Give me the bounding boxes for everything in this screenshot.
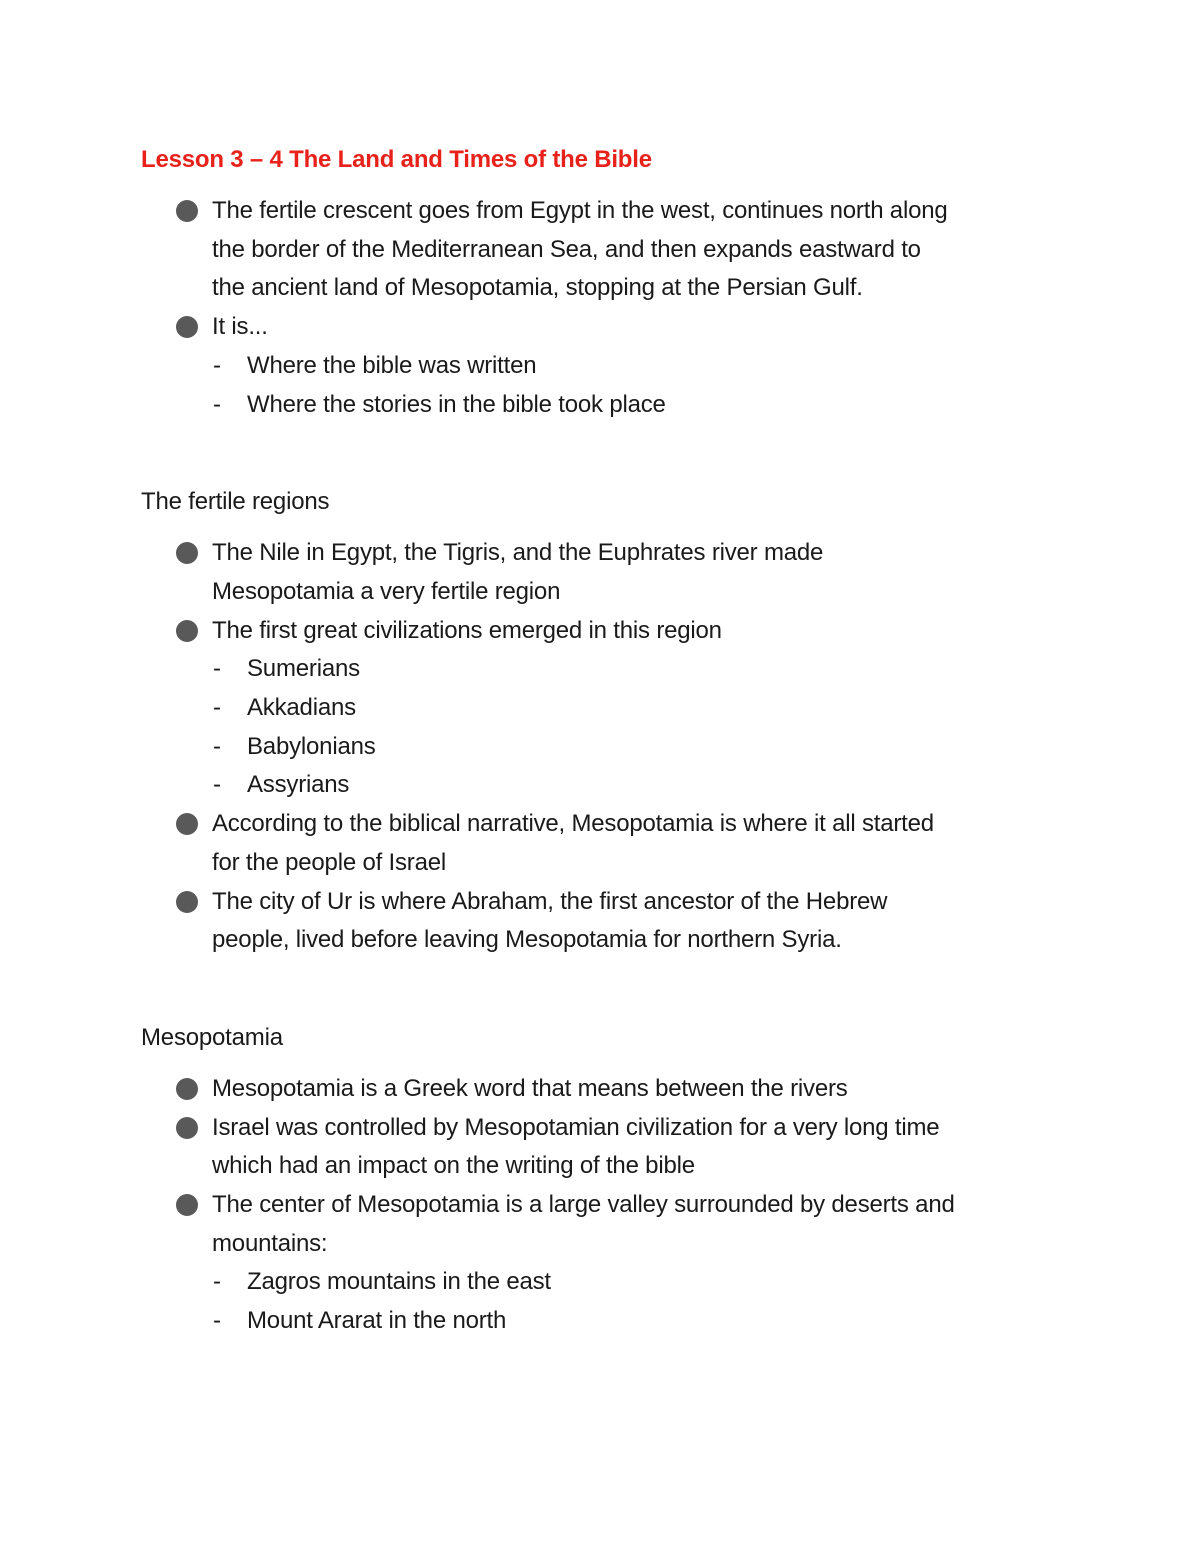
sub-item-text: Where the bible was written: [247, 351, 537, 379]
sub-item-text: Akkadians: [247, 694, 356, 722]
page-title: Lesson 3 – 4 The Land and Times of the Bible: [141, 146, 652, 173]
bullet-line: which had an impact on the writing of the bible: [212, 1152, 695, 1180]
sub-item-text: Babylonians: [247, 732, 376, 760]
sub-item-text: Mount Ararat in the north: [247, 1307, 507, 1335]
bullet-line: The Nile in Egypt, the Tigris, and the Euphrates river made: [212, 539, 824, 567]
dash-marker: -: [213, 1307, 221, 1335]
bullet-dot-icon: [176, 1078, 198, 1100]
bullet-item: [141, 1070, 1071, 1109]
bullet-dot-icon: [176, 316, 198, 338]
sub-item: [141, 689, 1071, 728]
bullet-line: Mesopotamia is a Greek word that means between the rivers: [212, 1074, 848, 1102]
dash-marker: -: [213, 771, 221, 799]
bullet-line: According to the biblical narrative, Mesopotamia is where it all started: [212, 810, 934, 838]
sub-item: [141, 347, 1071, 386]
bullet-dot-icon: [176, 200, 198, 222]
bullet-item: [141, 534, 1071, 611]
bullet-line: The city of Ur is where Abraham, the first ancestor of the Hebrew: [212, 887, 888, 915]
bullet-line: for the people of Israel: [212, 848, 447, 876]
bullet-dot-icon: [176, 891, 198, 913]
bullet-item: [141, 308, 1071, 347]
dash-marker: -: [213, 732, 221, 760]
dash-marker: -: [213, 1268, 221, 1296]
bullet-item: [141, 192, 1071, 308]
document-page: [141, 140, 1071, 1341]
sub-item-text: Assyrians: [247, 771, 350, 799]
bullet-item: [141, 1109, 1071, 1186]
sub-item: [141, 386, 1071, 425]
sub-item: [141, 1302, 1071, 1341]
section-2-list-continued: [141, 805, 1071, 960]
section-heading-fertile-regions: The fertile regions: [141, 488, 330, 516]
bullet-line: Mesopotamia a very fertile region: [212, 577, 561, 605]
dash-marker: -: [213, 694, 221, 722]
section-1-list: [141, 192, 1071, 347]
bullet-line: The fertile crescent goes from Egypt in the west, continues north along: [212, 197, 948, 224]
sub-item: [141, 650, 1071, 689]
bullet-item: [141, 1186, 1071, 1263]
bullet-line: the ancient land of Mesopotamia, stopping at the Persian Gulf.: [212, 274, 863, 302]
bullet-line: Israel was controlled by Mesopotamian civilization for a very long time: [212, 1113, 940, 1141]
bullet-line: The first great civilizations emerged in this region: [212, 616, 722, 644]
bullet-line: people, lived before leaving Mesopotamia for northern Syria.: [212, 926, 842, 954]
bullet-line: The center of Mesopotamia is a large valley surrounded by deserts and: [212, 1191, 955, 1219]
sub-item: [141, 728, 1071, 767]
section-heading-mesopotamia: Mesopotamia: [141, 1023, 283, 1051]
section-2-list: [141, 534, 1071, 650]
bullet-item: [141, 612, 1071, 651]
bullet-dot-icon: [176, 813, 198, 835]
dash-marker: -: [213, 655, 221, 683]
sub-item-text: Where the stories in the bible took place: [247, 390, 666, 418]
sub-item: [141, 1263, 1071, 1302]
bullet-line: mountains:: [212, 1229, 328, 1257]
bullet-dot-icon: [176, 620, 198, 642]
bullet-dot-icon: [176, 1194, 198, 1216]
section-3-list: [141, 1070, 1071, 1264]
bullet-line: It is...: [212, 313, 268, 341]
sub-item-text: Sumerians: [247, 655, 360, 683]
sub-item: [141, 766, 1071, 805]
section-1-sublist: [141, 347, 1071, 424]
bullet-dot-icon: [176, 1117, 198, 1139]
dash-marker: -: [213, 351, 221, 379]
bullet-item: [141, 805, 1071, 882]
section-2-sublist: [141, 650, 1071, 805]
bullet-item: [141, 883, 1071, 960]
section-3-sublist: [141, 1263, 1071, 1340]
sub-item-text: Zagros mountains in the east: [247, 1268, 551, 1296]
bullet-dot-icon: [176, 542, 198, 564]
dash-marker: -: [213, 390, 221, 418]
bullet-line: the border of the Mediterranean Sea, and then expands eastward to: [212, 235, 921, 263]
